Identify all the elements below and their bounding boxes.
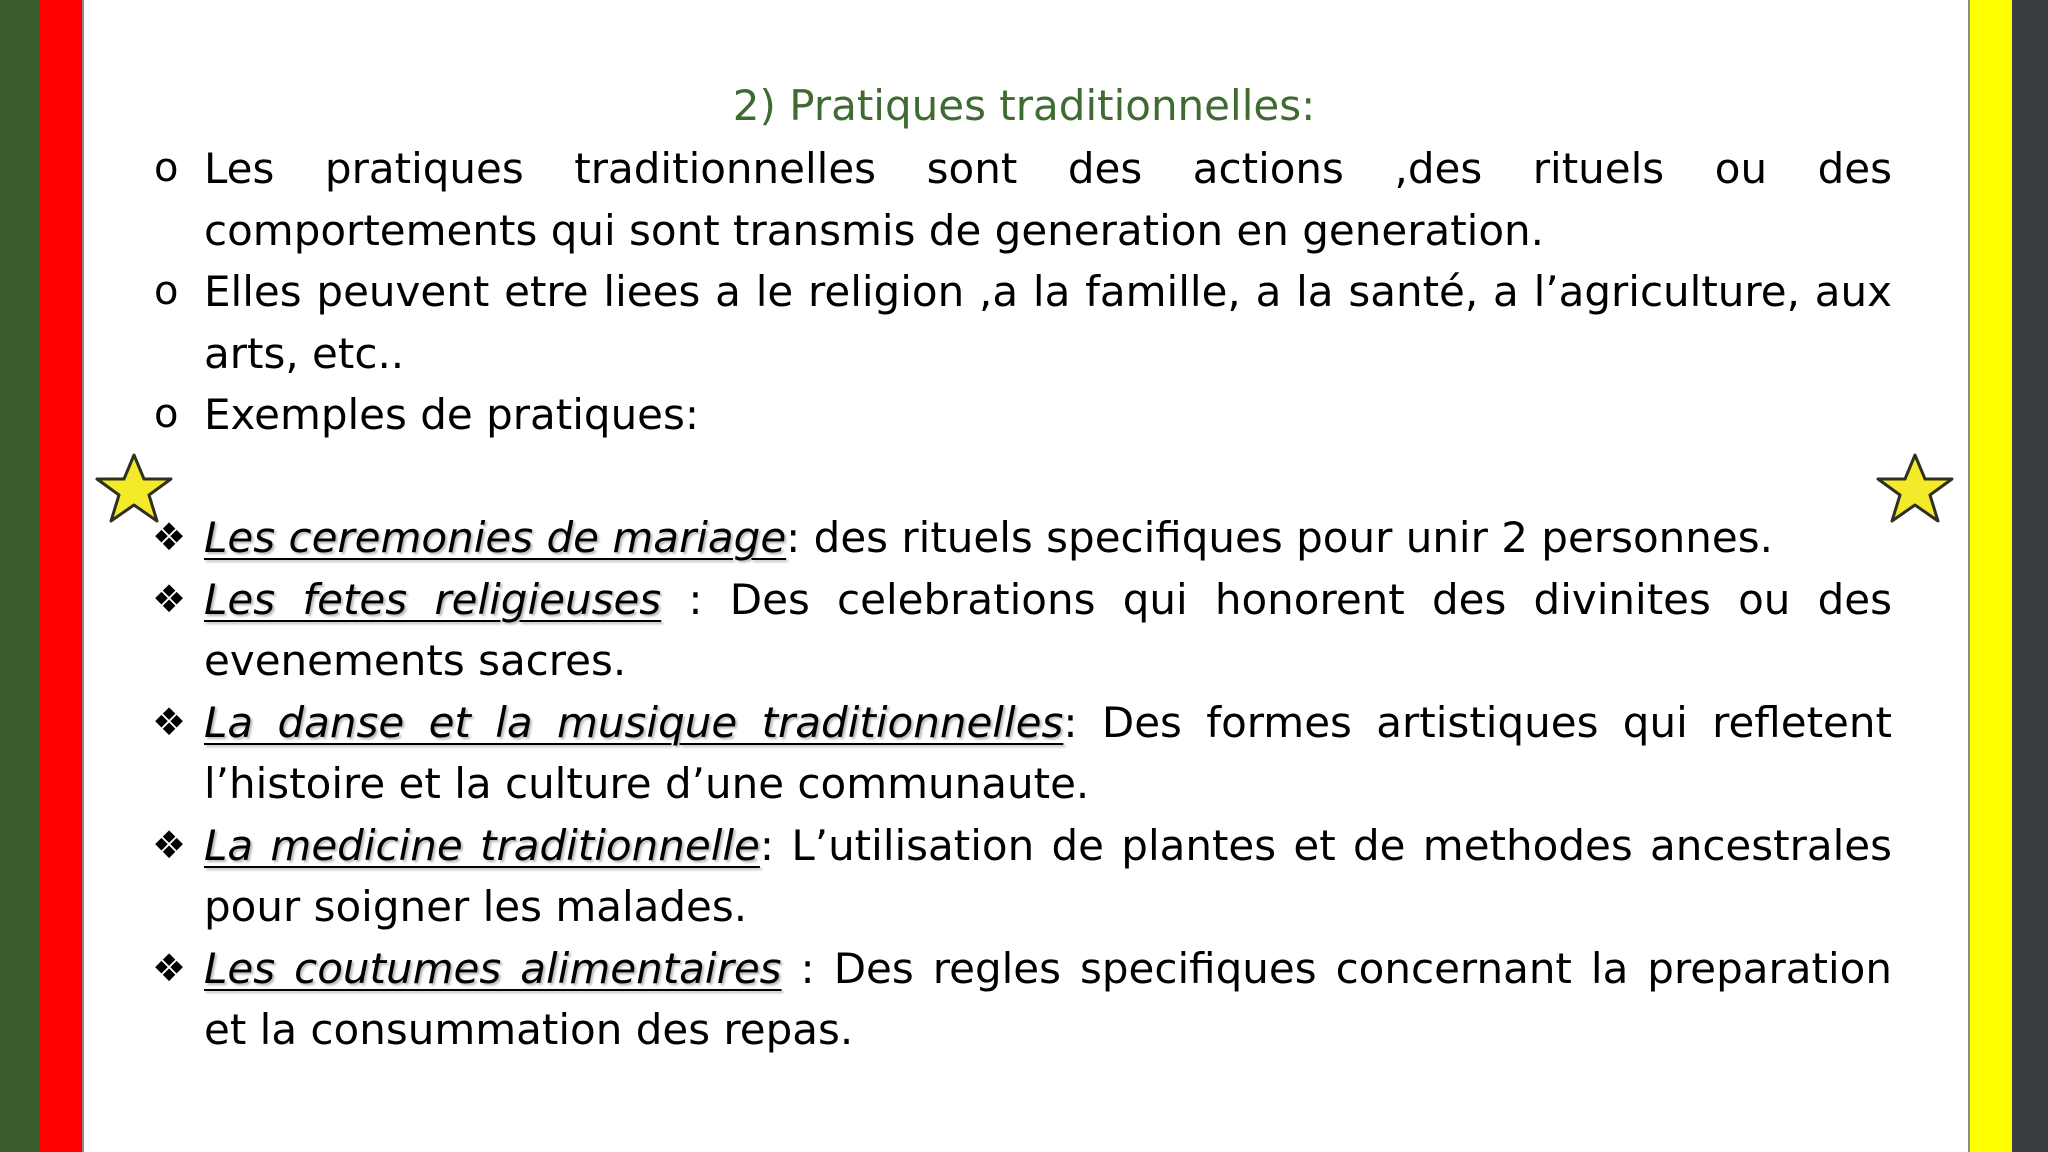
example-description: : Des formes artistiques qui refletent l’histoire et la culture d’une communaute. [204, 697, 1892, 808]
example-term: La medicine traditionnelle [204, 820, 760, 870]
circle-bullet-icon: o [154, 268, 179, 314]
slide-title: 2) Pratiques traditionnelles: [732, 81, 1316, 130]
four-diamond-bullet-icon: ❖ [152, 699, 187, 744]
circle-bullet-icon: o [154, 145, 179, 191]
four-diamond-bullet-icon: ❖ [152, 945, 187, 990]
bullet-item [150, 138, 1892, 261]
bullet-item [150, 384, 1892, 446]
four-diamond-bullet-icon: ❖ [152, 515, 187, 559]
example-description: : Des regles specifiques concernant la preparation et la consummation des repas. [204, 943, 1893, 1054]
example-description: : L’utilisation de plantes et de methodes ancestrales pour soigner les malades. [204, 820, 1893, 931]
example-term: Les fetes religieuses [204, 574, 662, 624]
example-term: La danse et la musique traditionnelles [204, 697, 1064, 747]
example-item [150, 815, 1892, 938]
circle-bullet-icon: o [154, 391, 179, 437]
bullet-item [150, 261, 1892, 384]
example-term: Les coutumes alimentaires [204, 943, 782, 993]
left-green-stripe [0, 0, 40, 1152]
right-gray-stripe [2012, 0, 2048, 1152]
bullet-text: Elles peuvent etre liees a le religion ,a la famille, a la santé, a l’agriculture, aux arts, etc.. [204, 267, 1892, 378]
example-item [150, 692, 1892, 815]
left-red-stripe [40, 0, 82, 1152]
example-item [150, 507, 1892, 569]
example-term: Les ceremonies de mariage [204, 513, 787, 562]
bullet-text: Exemples de pratiques: [204, 390, 700, 439]
four-diamond-bullet-icon: ❖ [152, 576, 187, 621]
example-item [150, 569, 1892, 692]
left-divider [82, 0, 84, 1152]
bullet-text: Les pratiques traditionnelles sont des actions ,des rituels ou des comportements qui sont transmis de generation en generation. [204, 144, 1892, 255]
example-description: : des rituels specifiques pour unir 2 personnes. [786, 513, 1773, 562]
example-item [150, 938, 1892, 1061]
slide-content [150, 138, 1892, 1061]
four-diamond-bullet-icon: ❖ [152, 822, 187, 867]
right-yellow-stripe [1970, 0, 2012, 1152]
spacer [150, 446, 1892, 508]
example-description: : Des celebrations qui honorent des divinites ou des evenements sacres. [204, 574, 1892, 685]
